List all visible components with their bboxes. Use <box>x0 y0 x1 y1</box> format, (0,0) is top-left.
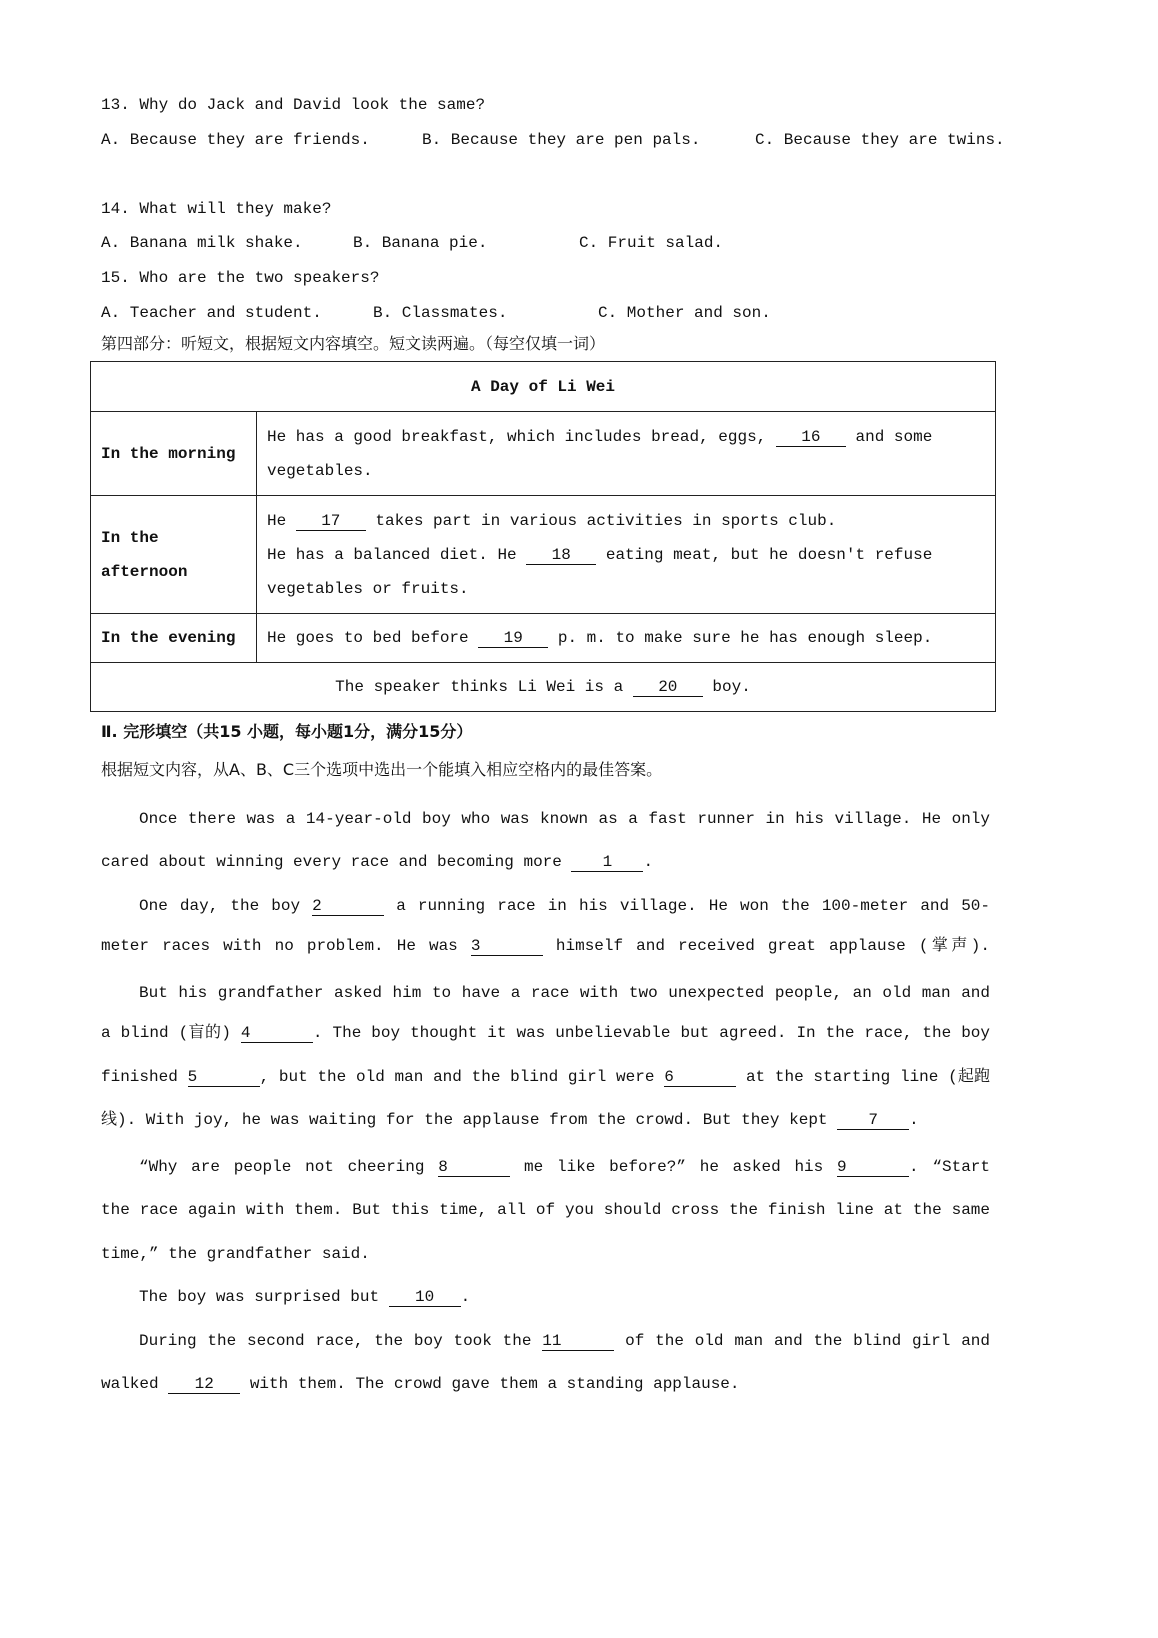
text-segment: time,” the grandfather said. <box>101 1245 370 1263</box>
option-c: C. Fruit salad. <box>579 234 724 252</box>
answer-blank[interactable]: 16 <box>776 429 846 447</box>
answer-blank[interactable]: 2 <box>312 898 384 916</box>
table-row <box>91 496 996 614</box>
row-content <box>257 496 996 614</box>
passage-line <box>139 809 990 829</box>
text-segment: He has a balanced diet. He <box>267 545 527 564</box>
option-a: A. Banana milk shake. <box>101 234 303 252</box>
content-line <box>267 538 985 572</box>
text-segment: One day, the boy <box>139 897 313 915</box>
text-segment: . “Start <box>909 1158 991 1176</box>
text-segment: boy. <box>702 677 751 696</box>
answer-blank[interactable]: 1 <box>571 854 643 872</box>
text-segment: and some <box>845 427 933 446</box>
option-b: B. Classmates. <box>373 304 508 322</box>
text-segment: himself and received great applause (掌声). <box>542 937 990 955</box>
table-footer <box>91 663 996 712</box>
info-table <box>90 361 996 712</box>
text-segment: He <box>267 511 296 530</box>
row-content <box>257 412 996 496</box>
text-segment: The speaker thinks Li Wei is a <box>335 677 633 696</box>
text-segment: He has a good breakfast, which includes bread, eggs, <box>267 427 776 446</box>
option-b: B. Because they are pen pals. <box>422 131 701 149</box>
table-row <box>91 412 996 496</box>
answer-blank[interactable]: 7 <box>837 1112 909 1130</box>
text-segment: finished <box>101 1068 188 1086</box>
option-b: B. Banana pie. <box>353 234 488 252</box>
text-segment: meter races with no problem. He was <box>101 937 471 955</box>
text-segment: 线). With joy, he was waiting for the applause from the crowd. But they kept <box>101 1111 838 1129</box>
text-segment: Once there was a 14-year-old boy who was known as a fast runner in his village. He only <box>139 810 990 828</box>
question-text: 13. Why do Jack and David look the same? <box>101 96 486 114</box>
answer-blank[interactable]: 9 <box>837 1159 909 1177</box>
passage-line <box>101 1200 990 1220</box>
answer-blank[interactable]: 19 <box>478 630 548 648</box>
text-segment: vegetables. <box>267 461 373 480</box>
text-segment: with them. The crowd gave them a standing applause. <box>240 1375 740 1393</box>
text-segment: a blind (盲的) <box>101 1024 241 1042</box>
passage-line <box>139 983 990 1003</box>
passage-line <box>101 1110 919 1130</box>
text-segment: , but the old man and the blind girl were <box>259 1068 665 1086</box>
passage-line <box>101 1244 370 1264</box>
answer-blank[interactable]: 6 <box>664 1069 736 1087</box>
text-segment: . <box>460 1288 471 1306</box>
option-c: C. Mother and son. <box>598 304 771 322</box>
text-segment: vegetables or fruits. <box>267 579 469 598</box>
passage-line <box>101 1374 740 1394</box>
text-segment: at the starting line (起跑 <box>736 1068 990 1086</box>
text-segment: But his grandfather asked him to have a race with two unexpected people, an old man and <box>139 984 990 1002</box>
text-segment: cared about winning every race and becoming more <box>101 853 572 871</box>
part4-heading: 第四部分：听短文，根据短文内容填空。短文读两遍。（每空仅填一词） <box>101 334 606 353</box>
text-segment: “Why are people not cheering <box>139 1158 439 1176</box>
text-segment: The boy was surprised but <box>139 1288 389 1306</box>
passage-line <box>139 1287 470 1307</box>
text-segment: the race again with them. But this time, all of you should cross the finish line at the same <box>101 1201 990 1219</box>
option-a: A. Because they are friends. <box>101 131 370 149</box>
answer-blank[interactable]: 5 <box>188 1069 260 1087</box>
answer-blank[interactable]: 4 <box>241 1025 313 1043</box>
table-row <box>91 614 996 663</box>
answer-blank[interactable]: 17 <box>296 513 366 531</box>
row-label: In the evening <box>91 614 257 663</box>
text-segment: . The boy thought it was unbelievable but agreed. In the race, the boy <box>312 1024 991 1042</box>
text-segment: . <box>909 1111 919 1129</box>
answer-blank[interactable]: 10 <box>389 1289 461 1307</box>
answer-blank[interactable]: 8 <box>438 1159 510 1177</box>
section2-heading: Ⅱ. 完形填空（共15 小题，每小题1分，满分15分） <box>101 722 473 741</box>
row-label: In the morning <box>91 412 257 496</box>
content-line <box>267 504 985 538</box>
passage-line <box>101 1067 990 1087</box>
text-segment: walked <box>101 1375 169 1393</box>
passage-line <box>139 896 990 916</box>
answer-blank[interactable]: 18 <box>526 547 596 565</box>
text-segment: of the old man and the blind girl and <box>614 1332 990 1350</box>
text-segment: During the second race, the boy took the <box>139 1332 543 1350</box>
content-line <box>267 621 985 655</box>
passage-line <box>101 1023 990 1043</box>
table-title: A Day of Li Wei <box>91 362 996 412</box>
question-text: 15. Who are the two speakers? <box>101 269 380 287</box>
answer-blank[interactable]: 12 <box>168 1376 240 1394</box>
passage-line <box>139 1331 990 1351</box>
text-segment: p. m. to make sure he has enough sleep. <box>548 629 933 647</box>
text-segment: eating meat, but he doesn't refuse <box>596 545 933 564</box>
option-a: A. Teacher and student. <box>101 304 322 322</box>
content-line <box>267 572 985 606</box>
option-c: C. Because they are twins. <box>755 131 1005 149</box>
answer-blank[interactable]: 20 <box>633 679 703 697</box>
passage-line <box>139 1157 990 1177</box>
text-segment: He goes to bed before <box>267 629 479 647</box>
text-segment: a running race in his village. He won the 100-meter and 50- <box>384 897 991 915</box>
text-segment: . <box>643 853 654 871</box>
content-line <box>267 420 985 454</box>
row-label: In the afternoon <box>91 496 257 614</box>
section2-instruction: 根据短文内容，从A、B、C三个选项中选出一个能填入相应空格内的最佳答案。 <box>101 760 663 779</box>
question-text: 14. What will they make? <box>101 200 332 218</box>
text-segment: me like before?” he asked his <box>510 1158 838 1176</box>
text-segment: takes part in various activities in sports club. <box>365 511 837 530</box>
passage-line <box>101 852 653 872</box>
row-content <box>257 614 996 663</box>
answer-blank[interactable]: 3 <box>471 938 543 956</box>
answer-blank[interactable]: 11 <box>542 1333 614 1351</box>
content-line <box>267 454 985 488</box>
passage-line <box>101 936 990 956</box>
